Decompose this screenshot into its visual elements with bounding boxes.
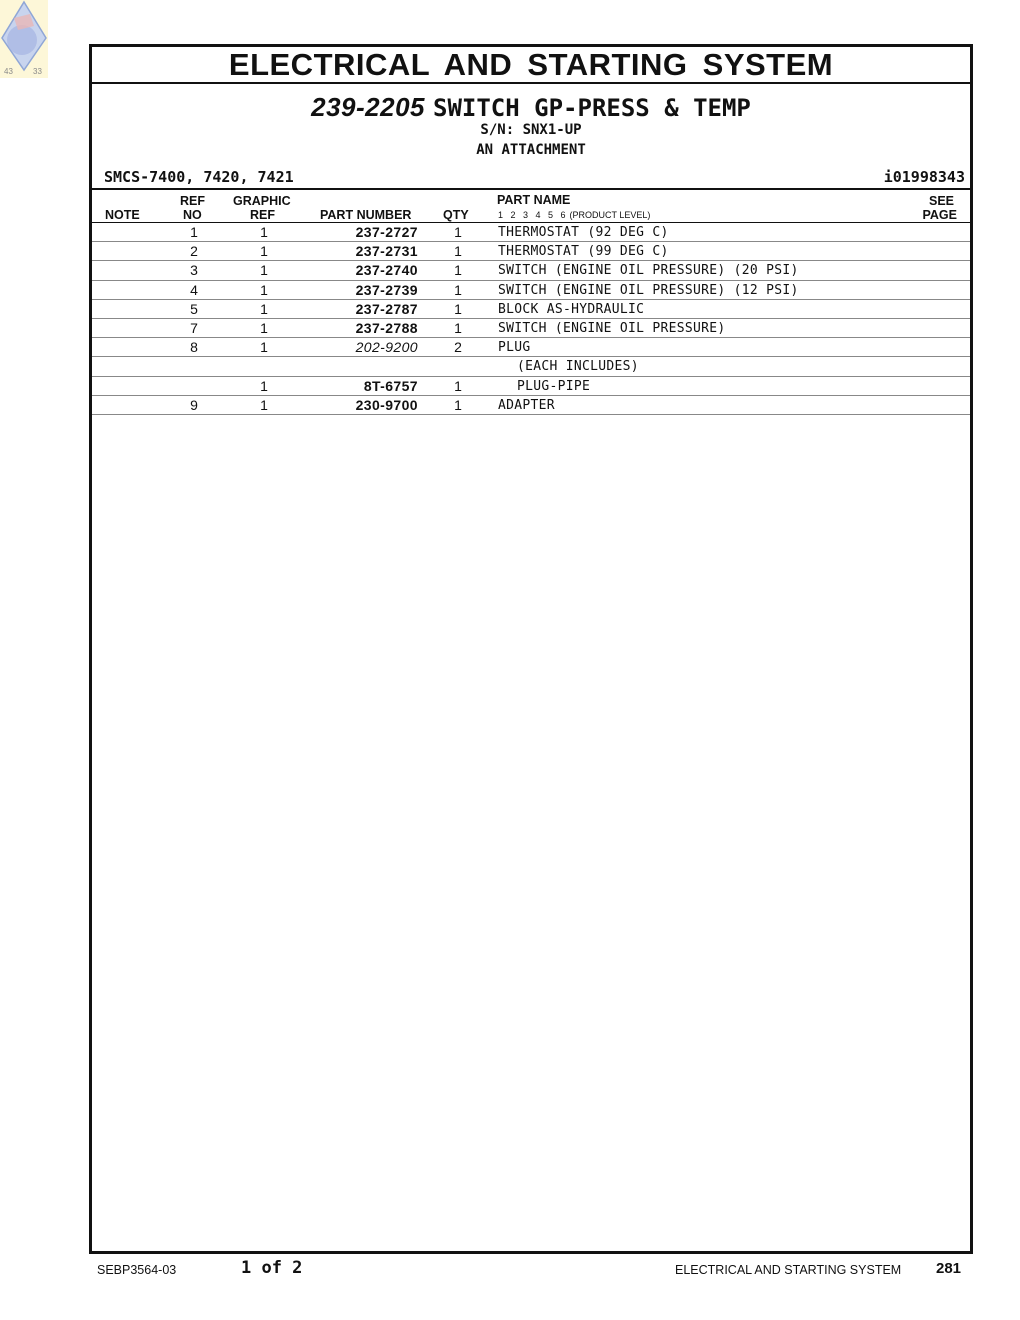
part-number: 237-2788 — [355, 319, 418, 336]
title-bar — [92, 47, 970, 84]
quantity: 1 — [454, 377, 462, 394]
quantity: 1 — [454, 300, 462, 317]
ref-number: 7 — [190, 319, 198, 336]
col-levels — [498, 210, 650, 220]
part-name: (EACH INCLUDES) — [517, 359, 639, 375]
table-row — [92, 242, 970, 261]
part-name: THERMOSTAT (99 DEG C) — [498, 244, 669, 260]
col-part-name: PART NAME — [497, 193, 571, 207]
col-qty: QTY — [443, 208, 469, 222]
table-row — [92, 261, 970, 280]
col-ref-top: REF — [180, 194, 205, 208]
page-number: 281 — [936, 1260, 962, 1277]
graphic-ref: 1 — [260, 262, 268, 279]
graphic-ref: 1 — [260, 377, 268, 394]
part-name: SWITCH (ENGINE OIL PRESSURE) (20 PSI) — [498, 263, 799, 279]
quantity: 1 — [454, 224, 462, 240]
col-part-number: PART NUMBER — [320, 208, 412, 222]
page-of-count: 1 of 2 — [241, 1258, 303, 1278]
graphic-ref: 1 — [260, 319, 268, 336]
part-number: 8T-6757 — [363, 377, 418, 394]
ref-number: 3 — [190, 262, 198, 279]
quantity: 1 — [454, 319, 462, 336]
part-number: 237-2739 — [355, 281, 418, 298]
part-name: BLOCK AS-HYDRAULIC — [498, 301, 645, 317]
part-number: 202-9200 — [355, 339, 418, 356]
quantity: 1 — [454, 396, 462, 413]
col-see-bottom: PAGE — [922, 208, 957, 222]
serial-number: S/N: SNX1-UP — [480, 122, 582, 138]
table-row — [92, 319, 970, 338]
part-name: SWITCH (ENGINE OIL PRESSURE) — [498, 320, 726, 336]
ref-number: 5 — [190, 300, 198, 317]
column-header — [92, 190, 970, 223]
ref-number: 2 — [190, 243, 198, 260]
col-see-top: SEE — [928, 194, 954, 208]
graphic-ref: 1 — [260, 339, 268, 356]
graphic-ref: 1 — [260, 281, 268, 298]
col-graphic-top: GRAPHIC — [233, 194, 291, 208]
page-footer — [0, 1258, 1020, 1282]
part-name: SWITCH (ENGINE OIL PRESSURE) (12 PSI) — [498, 282, 799, 298]
ref-number: 9 — [190, 396, 198, 413]
ref-number: 1 — [190, 224, 198, 240]
table-row — [92, 223, 970, 242]
table-row — [92, 281, 970, 300]
graphic-ref: 1 — [260, 224, 268, 240]
quantity: 1 — [454, 262, 462, 279]
illustration-id: i01998343 — [883, 168, 965, 186]
part-number: 237-2740 — [355, 262, 418, 279]
table-row — [92, 396, 970, 415]
table-row — [92, 357, 970, 376]
part-number: 237-2731 — [355, 243, 418, 260]
graphic-ref: 1 — [260, 396, 268, 413]
quantity: 2 — [454, 339, 462, 356]
logo-number-left: 43 — [4, 67, 13, 76]
part-name: ADAPTER — [498, 397, 555, 413]
table-row — [92, 377, 970, 396]
part-name: PLUG — [498, 340, 531, 356]
page-frame — [89, 44, 973, 1254]
group-header — [92, 84, 970, 190]
document-number: SEBP3564-03 — [97, 1263, 177, 1277]
level-numbers: 1 2 3 4 5 6 — [498, 210, 566, 220]
graphic-ref: 1 — [260, 243, 268, 260]
part-number: 237-2727 — [355, 224, 418, 240]
graphic-ref: 1 — [260, 300, 268, 317]
col-graphic-bottom: REF — [250, 208, 275, 222]
part-number: 237-2787 — [355, 300, 418, 317]
quantity: 1 — [454, 243, 462, 260]
group-name: SWITCH GP-PRESS & TEMP — [433, 94, 751, 122]
col-ref-bottom: NO — [183, 208, 202, 222]
part-name: THERMOSTAT (92 DEG C) — [498, 225, 669, 240]
quantity: 1 — [454, 281, 462, 298]
footer-section-name: ELECTRICAL AND STARTING SYSTEM — [675, 1263, 902, 1277]
company-emblem-icon — [0, 0, 48, 78]
col-note: NOTE — [105, 208, 140, 222]
attachment-label: AN ATTACHMENT — [476, 142, 586, 158]
group-number: 239-2205 — [311, 92, 425, 122]
smcs-codes: SMCS-7400, 7420, 7421 — [104, 168, 294, 186]
ref-number: 4 — [190, 281, 198, 298]
ref-number: 8 — [190, 339, 198, 356]
logo-number-right: 33 — [33, 67, 42, 76]
table-row — [92, 338, 970, 357]
page-title: ELECTRICAL AND STARTING SYSTEM — [228, 47, 834, 82]
table-row — [92, 300, 970, 319]
part-number: 230-9700 — [355, 396, 418, 413]
part-name: PLUG-PIPE — [517, 378, 591, 394]
product-level-label: (PRODUCT LEVEL) — [569, 210, 651, 220]
parts-table-body — [92, 223, 970, 415]
